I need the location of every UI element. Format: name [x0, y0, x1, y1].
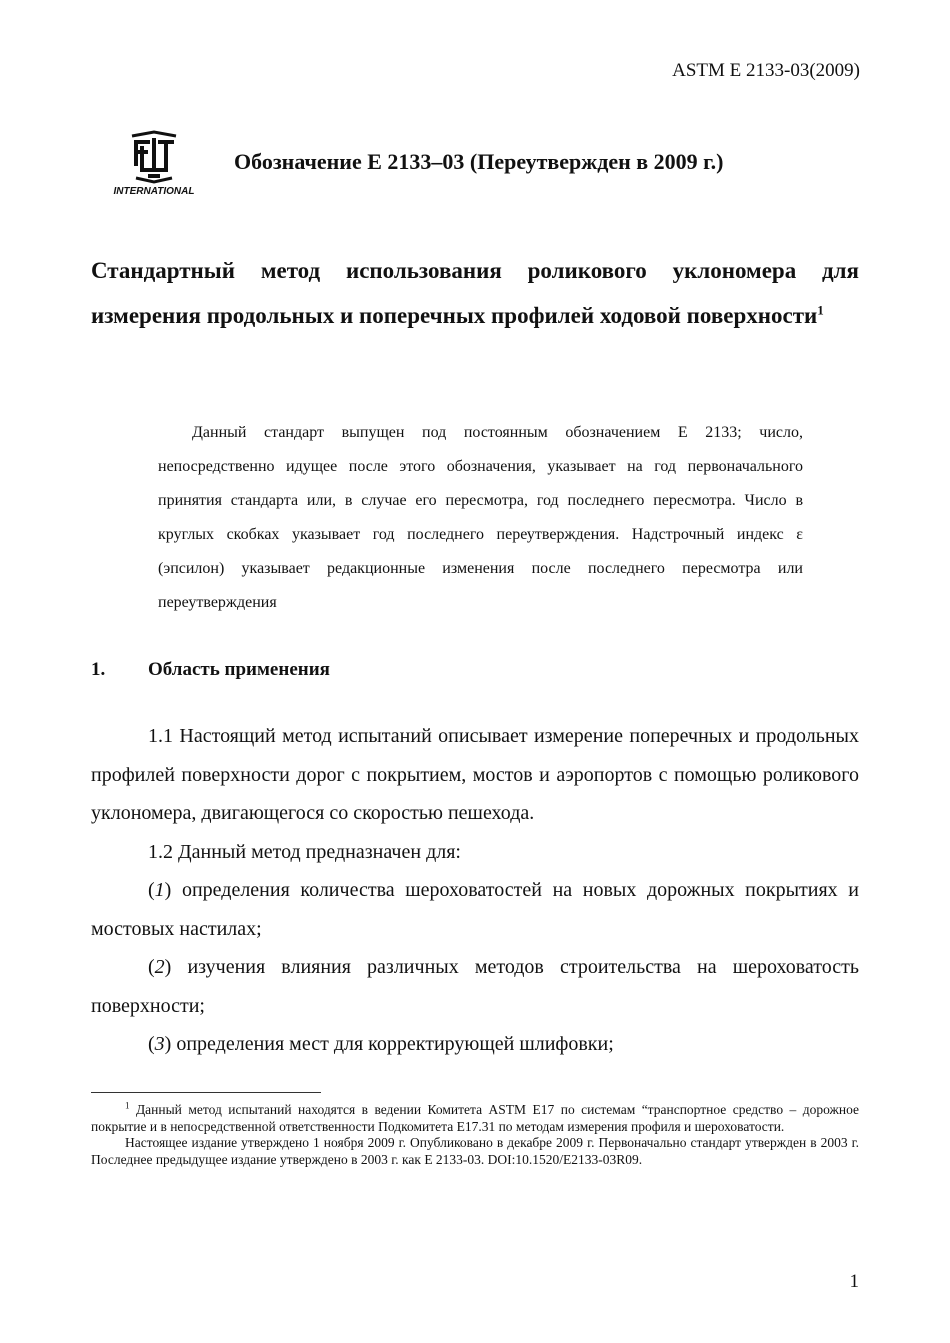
list-item-3-number: 3 [154, 1033, 165, 1055]
list-item-2-number: 2 [154, 956, 165, 978]
list-item-1-text: определения количества шероховатостей на новых дорожных покрытиях и мостовых настилах; [91, 879, 859, 940]
astm-logo [110, 128, 198, 198]
astm-logo-icon [110, 128, 198, 198]
list-item-2: (2) изучения влияния различных методов строительства на шероховатость поверхности; [91, 956, 859, 1017]
section-body [91, 717, 859, 1064]
designation-heading: Обозначение Е 2133–03 (Переутвержден в 2009 г.) [234, 149, 724, 174]
footnote-1-text: Данный метод испытаний находятся в ведении Комитета ASTM E17 по системам “транспортное средство – дорожное покрытие и в непосредственной ответственности Подкомитета E17.31 по методам измерения профиля и шероховатости. [91, 1102, 859, 1134]
page-number: 1 [849, 1271, 859, 1292]
list-item-1: (1) определения количества шероховатостей на новых дорожных покрытиях и мостовых настилах; [91, 879, 859, 940]
paragraph-1-1: 1.1 Настоящий метод испытаний описывает измерение поперечных и продольных профилей поверхности дорог с покрытием, мостов и аэропортов с помощью роликового уклономера, двигающегося со скоростью пешехода. [91, 725, 859, 824]
footnote-divider [91, 1092, 321, 1093]
title-footnote-ref: 1 [817, 302, 824, 318]
list-item-2-text: изучения влияния различных методов строительства на шероховатость поверхности; [91, 956, 859, 1017]
footnotes [91, 1102, 859, 1168]
footnote-1-mark: 1 [125, 1100, 130, 1111]
footnote-2: Настоящее издание утверждено 1 ноября 2009 г. Опубликовано в декабре 2009 г. Первоначально стандарт утвержден в 2003 г. Последнее предыдущее издание утверждено в 2003 г. как E 2133-03. DOI:10.1520/E2133-03R09. [91, 1135, 859, 1167]
list-item-1-number: 1 [154, 879, 165, 901]
standard-code: ASTM E 2133-03(2009) [672, 60, 860, 81]
paragraph-1-2: 1.2 Данный метод предназначен для: [148, 840, 461, 863]
logo-text: INTERNATIONAL [113, 186, 195, 197]
title-text: Стандартный метод использования роликового уклономера для измерения продольных и поперечных профилей ходовой поверхности [91, 258, 859, 328]
section-number: 1. [91, 659, 106, 680]
abstract-note: Данный стандарт выпущен под постоянным обозначением Е 2133; число, непосредственно идущее после этого обозначения, указывает на год первоначального принятия стандарта или, в случае его пересмотра, год последнего пересмотра. Число в круглых скобках указывает год последнего переутверждения. Надстрочный индекс ε (эпсилон) указывает редакционные изменения после последнего пересмотра или переутверждения [158, 424, 803, 611]
footnote-1 [91, 1102, 859, 1135]
document-title [91, 248, 859, 338]
list-item-3: (3) определения мест для корректирующей шлифовки; [148, 1033, 614, 1055]
section-title: Область применения [148, 659, 330, 680]
list-item-3-text: определения мест для корректирующей шлифовки; [171, 1033, 614, 1055]
